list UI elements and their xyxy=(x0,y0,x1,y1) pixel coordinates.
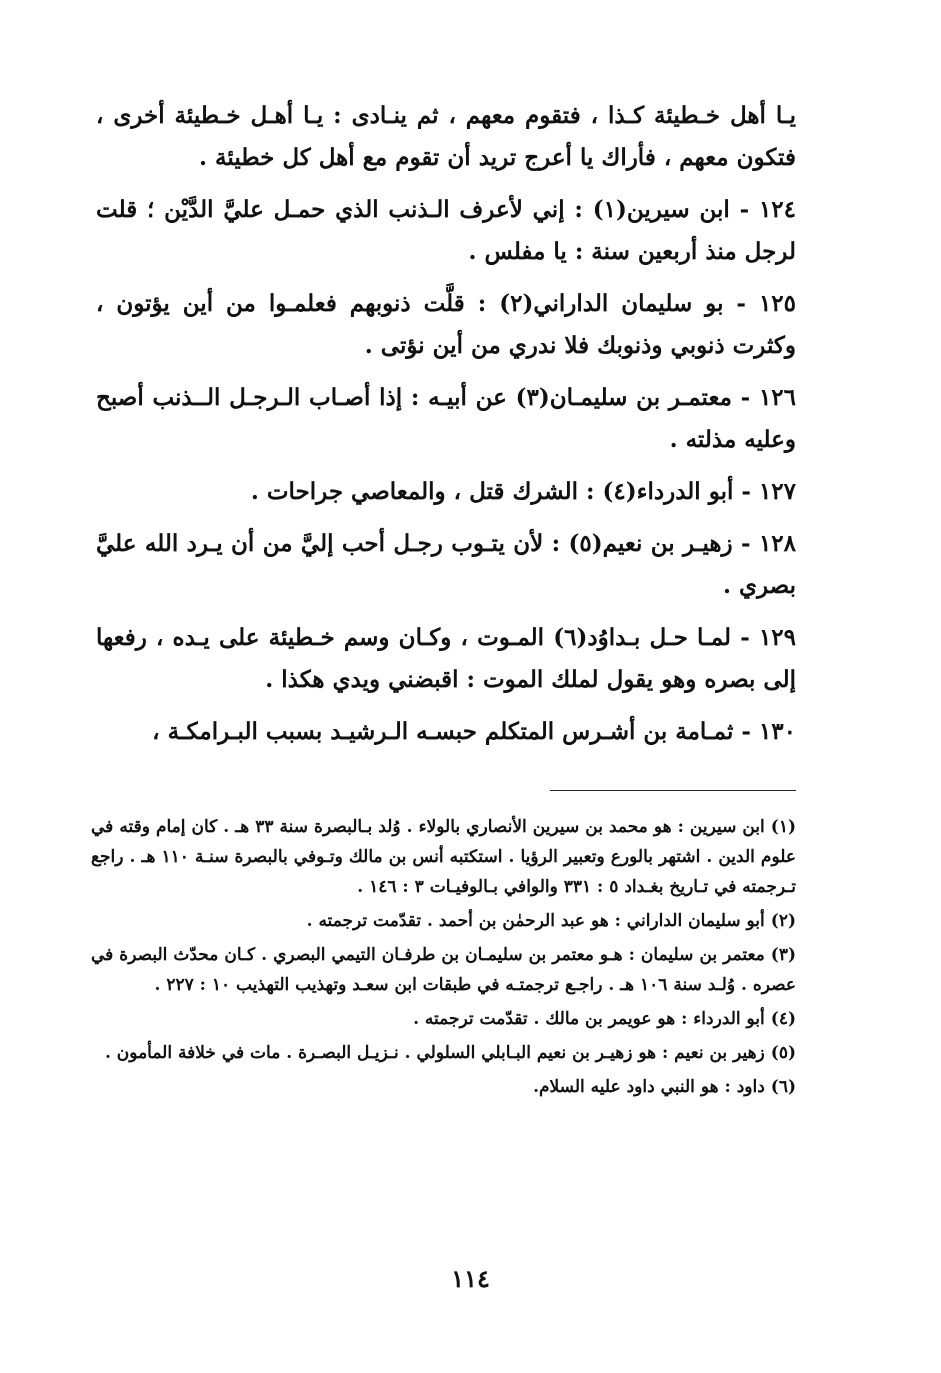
paragraph-124: ١٢٤ - ابن سيرين(١) : إني لأعرف الـذنب الذي حمـل عليَّ الدَّيْن ؛ قلت لرجل منذ أربعين سنة : يا مفلس . xyxy=(96,196,797,265)
footnote-6 xyxy=(91,1072,796,1102)
footnote-text: ابن سيرين : هو محمد بن سيرين الأنصاري بالولاء . وُلد بـالبصرة سنة ٣٣ هـ . كان إمام وقته في علوم الدين . اشتهر بالورع وتعبير الرؤيا . استكتبه أنس بن مالك وتـوفي بالبصرة سنـة ١١٠ هـ . راجع تـرجمته في تـاريخ بغـداد ٥ : ٣٣١ والوافي بـالوفيـات ٣ : ١٤٦ . xyxy=(91,817,796,897)
paragraph-126: ١٢٦ - معتمـر بن سليمـان(٣) عن أبيـه : إذا أصـاب الـرجـل الــذنب أصبح وعليه مذلته . xyxy=(96,384,796,453)
footnote-text: زهير بن نعيم : هو زهيـر بن نعيم البـابلي السلولي . نـزيـل البصـرة . مات في خلافة المأمون . xyxy=(104,1043,765,1063)
footnotes xyxy=(91,812,796,1106)
footnote-marker: (٦) xyxy=(770,1077,796,1097)
footnote-2 xyxy=(91,906,796,936)
footnote-text: أبو الدرداء : هو عويمر بن مالك . تقدّمت ترجمته . xyxy=(413,1009,765,1029)
footnote-1 xyxy=(91,812,796,902)
footnote-marker: (٢) xyxy=(770,911,796,931)
paragraph-128: ١٢٨ - زهيـر بن نعيم(٥) : لأن يتـوب رجـل أحب إليَّ من أن يـرد الله عليَّ بصري . xyxy=(96,530,796,599)
paragraph-129: ١٢٩ - لمـا حـل بـداوُد(٦) المـوت ، وكـان وسم خـطيئة على يـده ، رفعها إلى بصره وهو يقول لملك الموت : اقبضني ويدي هكذا . xyxy=(96,624,796,693)
footnote-marker: (٤) xyxy=(770,1009,796,1029)
footnote-text: معتمر بن سليمان : هـو معتمر بن سليمـان بن طرفـان التيمي البصري . كـان محدّث البصرة في عصره . وُلـد سنة ١٠٦ هـ . راجـع ترجمتـه في طبقات ابن سعـد وتهذيب التهذيب ١٠ : ٢٢٧ . xyxy=(91,945,796,995)
page-number: ١١٤ xyxy=(451,1264,490,1293)
paragraph-intro: يـا أهل خـطيئة كـذا ، فتقوم معهم ، ثم ينـادى : يـا أهـل خـطيئة أخرى ، فتكون معهم ، فأراك يا أعرج تريد أن تقوم مع أهل كل خطيئة . xyxy=(96,102,796,171)
footnote-divider xyxy=(550,790,796,791)
footnote-marker: (٥) xyxy=(770,1043,796,1063)
footnote-3 xyxy=(91,940,796,1000)
paragraph-127: ١٢٧ - أبو الدرداء(٤) : الشرك قتل ، والمعاصي جراحات . xyxy=(250,478,796,505)
footnote-text: داود : هو النبي داود عليه السلام. xyxy=(533,1077,765,1097)
footnote-5 xyxy=(91,1038,796,1068)
footnote-marker: (١) xyxy=(770,817,796,837)
paragraph-125: ١٢٥ - بو سليمان الداراني(٢) : قلَّت ذنوبهم فعلمـوا من أين يؤتون ، وكثرت ذنوبي وذنوبك فلا ندري من أين نؤتى . xyxy=(96,290,796,359)
footnote-marker: (٣) xyxy=(770,945,796,965)
footnote-4 xyxy=(91,1004,796,1034)
footnote-text: أبو سليمان الداراني : هو عبد الرحمٰن بن أحمد . تقدّمت ترجمته . xyxy=(306,911,765,931)
paragraph-130: ١٣٠ - ثمـامة بن أشـرس المتكلم حبسـه الـرشيـد بسبب البـرامكـة ، xyxy=(152,718,796,745)
main-text xyxy=(96,95,796,763)
